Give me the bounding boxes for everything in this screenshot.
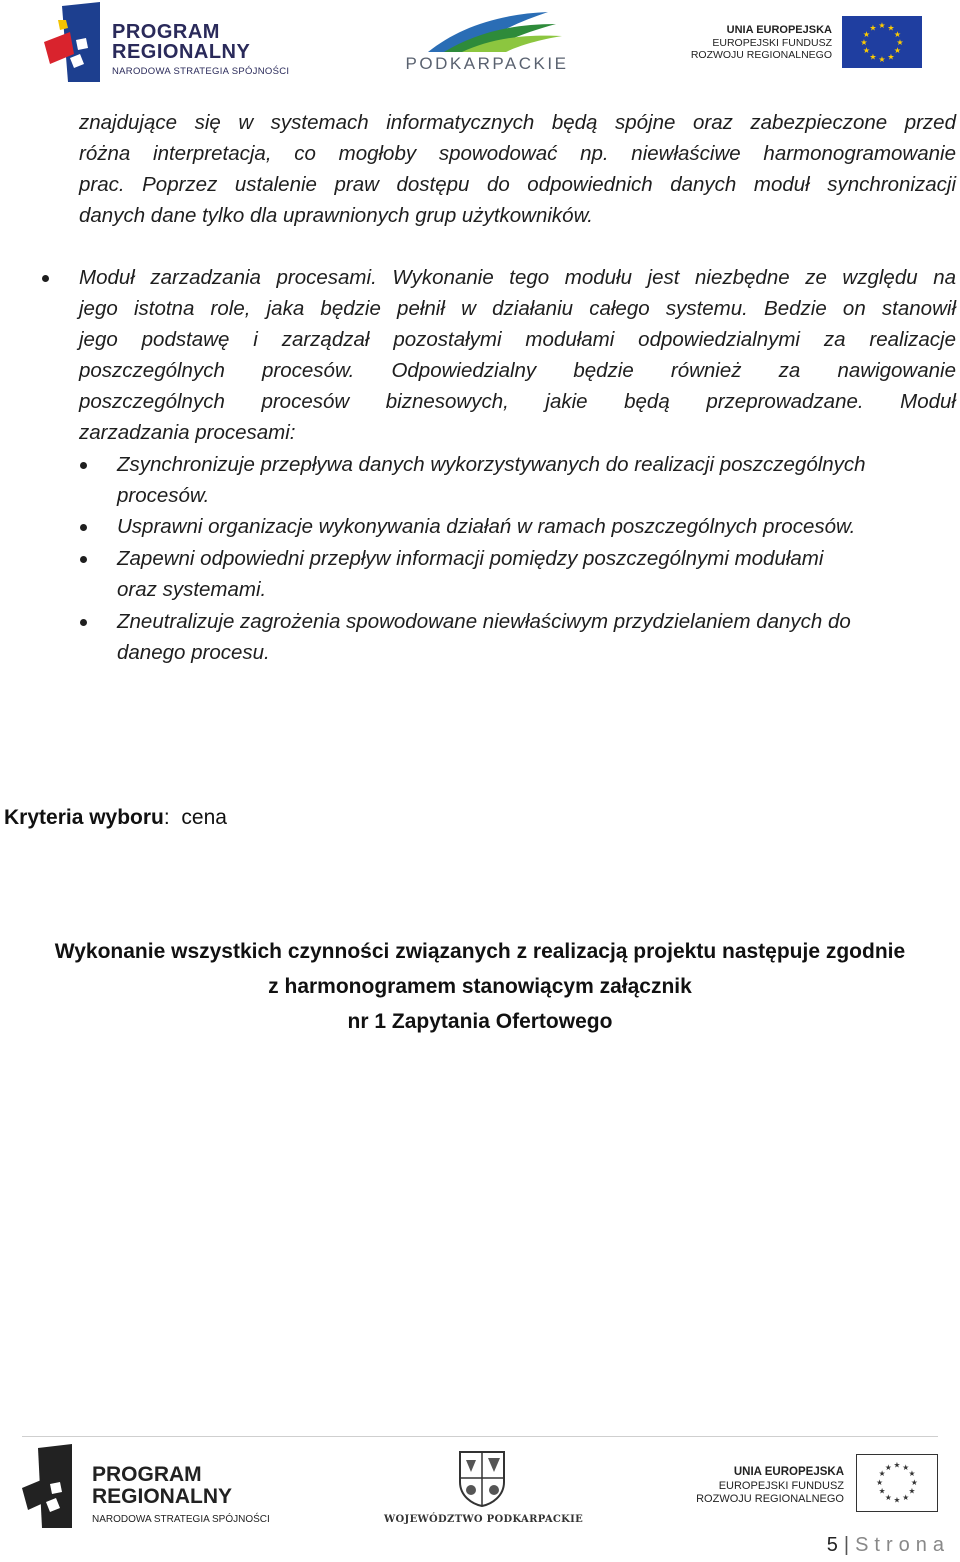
selection-criteria [4,802,227,834]
svg-text:★: ★ [902,1492,910,1502]
sub-item-line: procesów. [117,484,210,507]
sub-item-line: Zneutralizuje zagrożenia spowodowane niewłaściwym przydzielaniem danych do [117,610,851,633]
svg-text:★: ★ [887,52,895,62]
page-number-separator: | [843,1534,850,1556]
page-number-value: 5 [826,1534,838,1556]
footer-eu-logo-line1: UNIA EUROPEJSKA [733,1466,844,1478]
sub-item-line: danego procesu. [117,641,270,664]
podkarpackie-hills-icon [398,8,576,54]
program-regionalny-logo [40,2,300,82]
footer-eu-logo-line3: ROZWOJU REGIONALNEGO [696,1493,844,1505]
bullet-icon [80,462,87,469]
podkarpackie-logo [398,8,576,74]
sub-item [117,543,957,605]
svg-text:★: ★ [869,23,877,33]
module-line: zarzadzania procesami: [79,421,296,444]
svg-text:★: ★ [884,1492,892,1502]
criteria-colon: : [163,806,170,829]
voivodeship-name: WOJEWÓDZTWO PODKARPACKIE [384,1514,584,1525]
sub-item [117,449,957,511]
page-number [827,1534,950,1557]
svg-text:★: ★ [910,1477,918,1487]
eu-logo-line2: EUROPEJSKI FUNDUSZ [712,37,832,49]
sub-item-line: Zapewni odpowiedni przepływ informacji pomiędzy poszczególnymi modułami [117,547,824,570]
voivodeship-logo [384,1448,584,1530]
footer-eu-logo [696,1454,940,1514]
svg-text:★: ★ [878,21,886,30]
eu-flag-icon [856,1454,938,1512]
svg-text:★: ★ [878,1486,886,1496]
intro-line: danych dane tylko dla uprawnionych grup użytkowników. [79,204,593,227]
footer-program-regionalny-logo [20,1444,290,1528]
svg-text:★: ★ [893,30,902,39]
bullet-icon [80,556,87,563]
svg-text:★: ★ [878,1469,886,1479]
svg-text:★: ★ [893,1495,901,1505]
sub-item [117,606,957,668]
program-logo-line3: NARODOWA STRATEGIA SPÓJNOŚCI [112,66,290,77]
svg-text:★: ★ [908,1486,916,1496]
podkarpackie-name: PODKARPACKIE [405,54,569,73]
svg-text:★: ★ [876,1477,884,1487]
module-line: jego istotna role, jaka będzie pełnił w działaniu całego systemu. Bedzie on stanowił [79,297,956,320]
program-logo-line1: PROGRAM [112,21,220,43]
svg-text:★: ★ [896,38,904,47]
schedule-statement [0,934,960,1039]
page-footer [0,1436,960,1562]
module-line: Moduł zarzadzania procesami. Wykonanie tego modułu jest niezbędne ze względu na [79,266,956,289]
page-number-word: Strona [855,1534,950,1556]
footer-program-logo-line2: REGIONALNY [92,1485,233,1508]
program-regionalny-emblem-icon [40,2,104,82]
svg-text:★: ★ [862,46,871,55]
sub-item-line: Zsynchronizuje przepływa danych wykorzystywanych do realizacji poszczególnych [117,453,866,476]
coat-of-arms-icon [456,1448,508,1508]
criteria-value: cena [181,806,227,829]
eu-logo-line1: UNIA EUROPEJSKA [726,24,832,36]
footer-divider [22,1436,938,1437]
svg-text:★: ★ [893,46,902,55]
intro-line: różna interpretacja, co mogłoby spowodować np. niewłaściwe harmonogramowanie [79,142,956,165]
criteria-label: Kryteria wyboru [4,806,164,829]
bullet-icon [80,524,87,531]
program-regionalny-emblem-icon [20,1444,76,1528]
svg-text:★: ★ [908,1469,916,1479]
eu-flag-icon [842,16,922,68]
eu-logo-line3: ROZWOJU REGIONALNEGO [690,49,832,61]
svg-text:★: ★ [860,38,868,47]
svg-text:★: ★ [893,1460,901,1470]
footer-program-logo-line1: PROGRAM [92,1463,202,1486]
bullet-icon [42,275,49,282]
svg-text:★: ★ [869,52,877,62]
bullet-icon [80,619,87,626]
svg-text:★: ★ [887,23,895,33]
svg-text:★: ★ [862,30,871,39]
module-line: poszczególnych procesów. Odpowiedzialny będzie również za nawigowanie [79,359,956,382]
page-header [0,0,960,86]
footer-eu-logo-line2: EUROPEJSKI FUNDUSZ [718,1480,844,1492]
eu-logo [690,16,922,70]
intro-line: znajdujące się w systemach informatycznych będą spójne oraz zabezpieczone przed [79,111,956,134]
sub-item-line: Usprawni organizacje wykonywania działań w ramach poszczególnych procesów. [117,515,856,538]
svg-text:★: ★ [884,1462,892,1472]
intro-paragraph [79,107,956,231]
statement-line: z harmonogramem stanowiącym załącznik [268,975,692,998]
program-logo-line2: REGIONALNY [112,41,251,63]
intro-line: prac. Poprzez ustalenie praw dostępu do odpowiednich danych moduł synchronizacji [79,173,956,196]
statement-line: Wykonanie wszystkich czynności związanych z realizacją projektu następuje zgodnie [54,940,906,963]
module-line: jego podstawę i zarządzał pozostałymi modułami odpowiedzialnymi za realizacje [79,328,956,351]
statement-line: nr 1 Zapytania Ofertowego [347,1010,613,1033]
sub-item [117,511,957,542]
footer-program-logo-line3: NARODOWA STRATEGIA SPÓJNOŚCI [92,1514,270,1525]
module-paragraph [79,262,956,448]
svg-text:★: ★ [902,1462,910,1472]
sub-item-line: oraz systemami. [117,578,267,601]
module-line: poszczególnych procesów biznesowych, jakie będą przeprowadzane. Moduł [79,390,956,413]
svg-text:★: ★ [878,55,886,64]
